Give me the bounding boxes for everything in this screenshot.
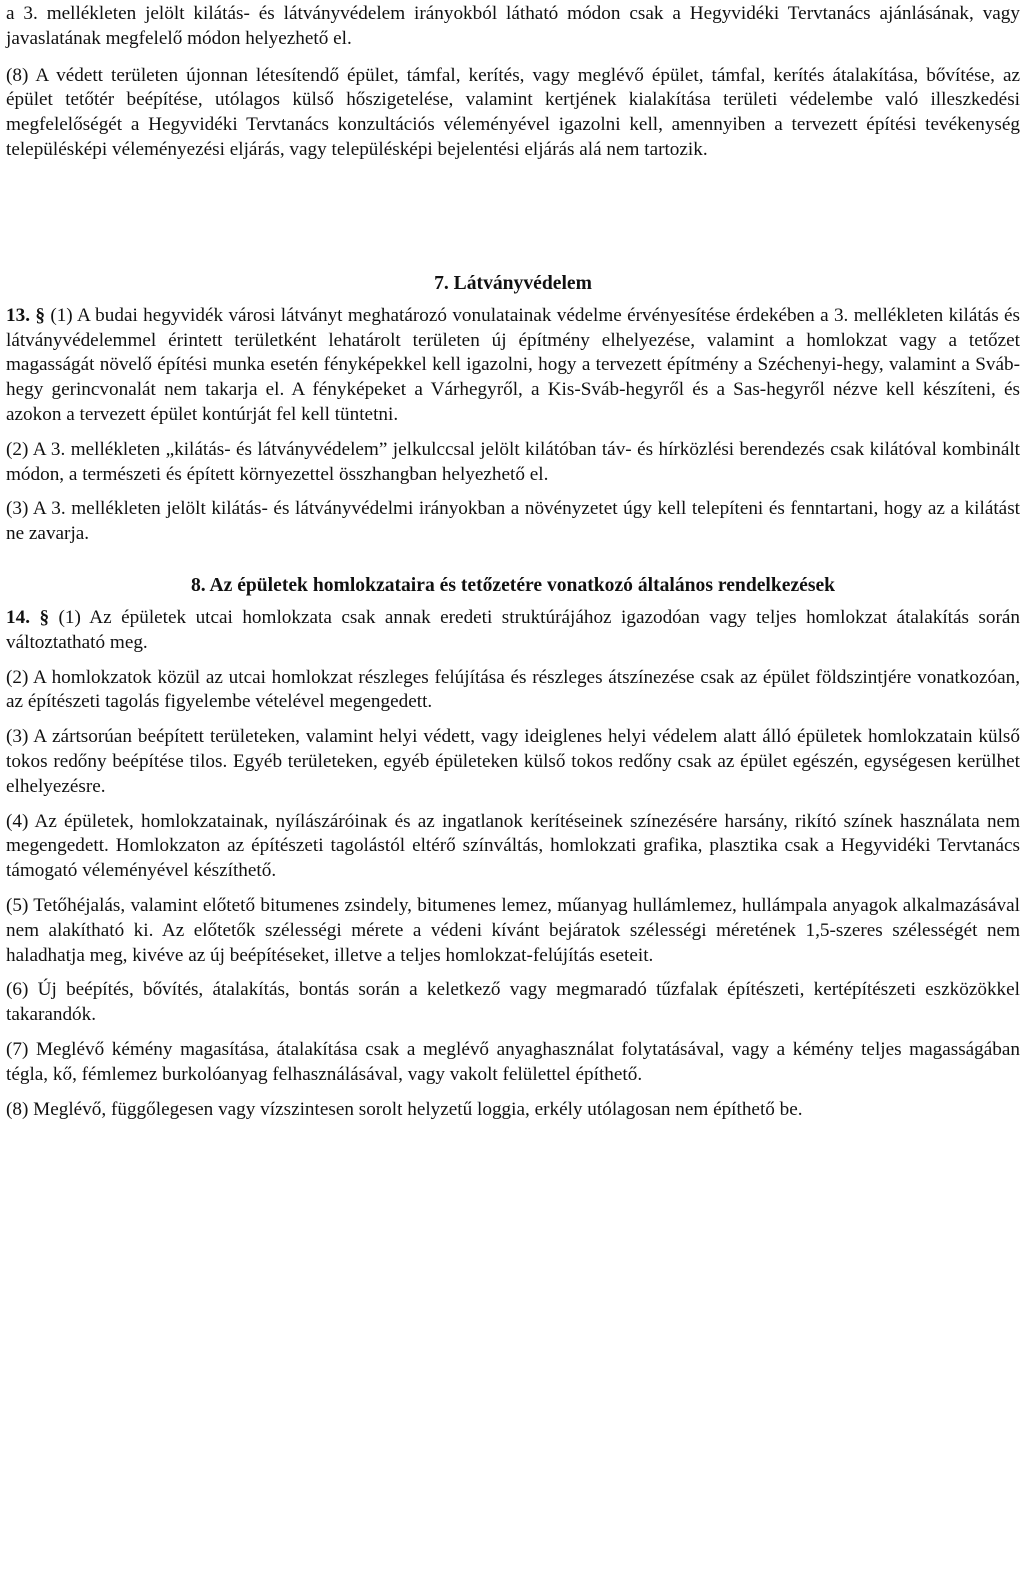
section-14-paragraph-8: (8) Meglévő, függőlegesen vagy vízszintesen sorolt helyzetű loggia, erkély utólagosan nem építhető be.	[6, 1098, 803, 1120]
section-14-paragraph-5: (5) Tetőhéjalás, valamint előtető bitumenes zsindely, bitumenes lemez, műanyag hullámlemez, hullámpala anyagok alkalmazásával nem alakítható ki. Az előtetők szélességi mérete a védeni kívánt bejáratok szélességi méretének 1,5-szeres szélességét nem haladhatja meg, kivéve az új beépítéseket, illetve a teljes homlokzat-felújítás eseteit.	[6, 894, 1020, 966]
section-heading-7: 7. Látványvédelem	[434, 272, 592, 294]
section-heading-8: 8. Az épületek homlokzataira és tetőzetére vonatkozó általános rendelkezések	[190, 574, 836, 596]
section-13-paragraph-2: (2) A 3. mellékleten „kilátás- és látványvédelem” jelkulccsal jelölt kilátóban táv- és hírközlési berendezés csak kilátóval kombinált módon, a természeti és épített környezettel összhangban helyezhető el.	[6, 438, 1020, 485]
section-13-paragraph-1	[6, 304, 1020, 428]
section-13-paragraph-1-text: (1) A budai hegyvidék városi látványt meghatározó vonulatainak védelme érvényesítése érdekében a 3. mellékleten kilátás és látványvédelemmel érintett területként lehatárolt területen új építmény elhelyezése, valamint a homlokzat vagy a tetőzet magasságát növelő építési munka esetén fényképekkel kell igazolni, hogy a tervezett építmény a Széchenyi-hegy, valamint a Sváb-hegy gerincvonalát nem takarja el. A fényképeket a Várhegyről, a Kis-Sváb-hegyről és a Sas-hegyről nézve kell készíteni, és azokon a tervezett épület kontúrját fel kell tüntetni.	[6, 304, 1021, 425]
section-14-paragraph-1	[6, 606, 1020, 656]
section-14-paragraph-1-text: (1) Az épületek utcai homlokzata csak annak eredeti struktúrájához igazodóan vagy teljes homlokzat átalakítás során változtatható meg.	[6, 606, 1020, 653]
section-14-paragraph-4: (4) Az épületek, homlokzatainak, nyílászáróinak és az ingatlanok kerítéseinek színezésére harsány, rikító színek használata nem megengedett. Homlokzaton az építészeti tagolástól eltérő színváltás, homlokzati grafika, plasztika csak a Hegyvidéki Tervtanács támogató véleményével készíthető.	[6, 810, 1020, 882]
section-14-paragraph-7: (7) Meglévő kémény magasítása, átalakítása csak a meglévő anyaghasználat folytatásával, vagy a kémény teljes magasságában tégla, kő, fémlemez burkolóanyag felhasználásával, vagy vakolt felülettel építhető.	[6, 1038, 1020, 1085]
section-14-number: 14. §	[6, 606, 50, 628]
section-13-number: 13. §	[6, 304, 45, 326]
paragraph-8: (8) A védett területen újonnan létesítendő épület, támfal, kerítés, vagy meglévő épület, támfal, kerítés átalakítása, bővítése, az épület tetőtér beépítése, utólagos külső hőszigetelése, valamint kertjének kialakítása területi védelembe való illeszkedési megfelelőségét a Hegyvidéki Tervtanács konzultációs véleményével igazolni kell, amennyiben a tervezett építési tevékenység településképi véleményezési eljárás, vagy településképi bejelentési eljárás alá nem tartozik.	[6, 64, 1020, 160]
section-14-paragraph-3: (3) A zártsorúan beépített területeken, valamint helyi védett, vagy ideiglenes helyi védelem alatt álló épületek homlokzatain külső tokos redőny beépítése tilos. Egyéb területeken, egyéb épületeken külső tokos redőny csak az épület egészén, egységesen kerülhet elhelyezésre.	[6, 726, 1020, 797]
continued-paragraph: a 3. mellékleten jelölt kilátás- és látványvédelem irányokból látható módon csak a Hegyvidéki Tervtanács ajánlásának, vagy javaslatának megfelelő módon helyezhető el.	[6, 3, 1020, 49]
section-14-paragraph-2: (2) A homlokzatok közül az utcai homlokzat részleges felújítása és részleges átszínezése csak az épület földszintjére vonatkozóan, az építészeti tagolás figyelembe vételével megengedett.	[6, 666, 1020, 713]
section-14-paragraph-6: (6) Új beépítés, bővítés, átalakítás, bontás során a keletkező vagy megmaradó tűzfalak építészeti, kertépítészeti eszközökkel takarandók.	[6, 979, 1020, 1026]
blank-gap	[6, 163, 1020, 271]
section-13-paragraph-3: (3) A 3. mellékleten jelölt kilátás- és látványvédelmi irányokban a növényzetet úgy kell telepíteni és fenntartani, hogy az a kilátást ne zavarja.	[6, 498, 1020, 545]
